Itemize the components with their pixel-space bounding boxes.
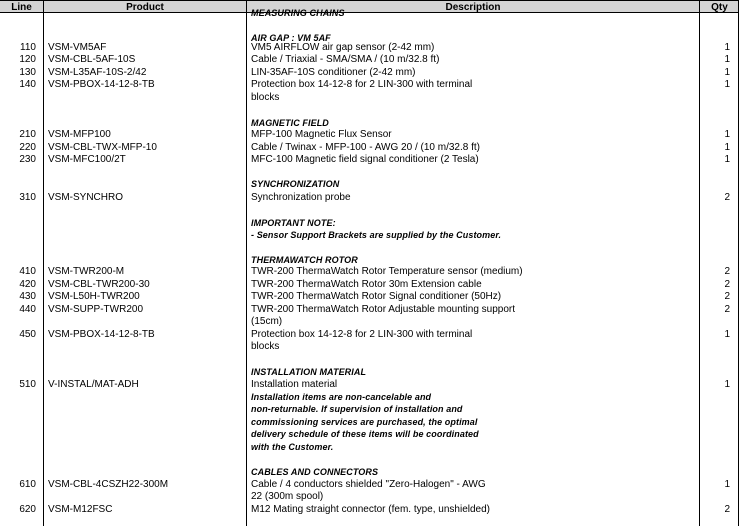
product-code: VSM-CBL-4CSZH22-300M xyxy=(48,479,169,490)
description-text: Installation items are non-cancelable and xyxy=(251,392,432,402)
quantity: 2 xyxy=(724,304,730,315)
product-code: VSM-VM5AF xyxy=(48,42,107,53)
description-text: THERMAWATCH ROTOR xyxy=(251,255,358,265)
quantity: 1 xyxy=(724,54,730,65)
description-text: Cable / Twinax - MFP-100 - AWG 20 / (10 m/32.8 ft) xyxy=(251,142,480,153)
line-number: 450 xyxy=(19,329,36,340)
quantity: 2 xyxy=(724,279,730,290)
grid-line xyxy=(699,0,700,526)
product-code: VSM-L35AF-10S-2/42 xyxy=(48,67,147,78)
line-number: 110 xyxy=(20,42,36,53)
quantity: 2 xyxy=(724,192,730,203)
quantity: 2 xyxy=(724,504,730,515)
description-text: - Sensor Support Brackets are supplied by the Customer. xyxy=(251,230,502,240)
product-code: VSM-M12FSC xyxy=(48,504,113,515)
line-number: 410 xyxy=(19,266,36,277)
quantity: 2 xyxy=(724,266,730,277)
header-description: Description xyxy=(247,0,699,13)
product-code: VSM-MFP100 xyxy=(48,129,111,140)
line-number: 220 xyxy=(19,142,36,153)
line-number: 230 xyxy=(19,154,36,165)
description-text: TWR-200 ThermaWatch Rotor Adjustable mounting support xyxy=(251,304,516,315)
line-number: 120 xyxy=(19,54,36,65)
description-text: TWR-200 ThermaWatch Rotor 30m Extension cable xyxy=(251,279,482,290)
description-text: SYNCHRONIZATION xyxy=(251,179,340,189)
product-code: VSM-CBL-TWX-MFP-10 xyxy=(48,142,157,153)
line-number: 140 xyxy=(19,79,36,90)
description-text: MFP-100 Magnetic Flux Sensor xyxy=(251,129,392,140)
description-text: Protection box 14-12-8 for 2 LIN-300 with terminal xyxy=(251,79,473,90)
description-text: INSTALLATION MATERIAL xyxy=(251,367,367,377)
description-text: TWR-200 ThermaWatch Rotor Temperature sensor (medium) xyxy=(251,266,523,277)
description-text: MEASURING CHAINS xyxy=(251,8,345,18)
product-code: VSM-SUPP-TWR200 xyxy=(48,304,144,315)
description-text: Installation material xyxy=(251,379,338,390)
quantity: 1 xyxy=(724,42,730,53)
line-number: 420 xyxy=(19,279,36,290)
line-number: 440 xyxy=(19,304,36,315)
description-text: AIR GAP : VM 5AF xyxy=(251,33,331,43)
line-number: 430 xyxy=(19,291,36,302)
product-code: VSM-CBL-5AF-10S xyxy=(48,54,136,65)
description-text: blocks xyxy=(251,341,280,352)
product-code: VSM-TWR200-M xyxy=(48,266,125,277)
product-code: VSM-PBOX-14-12-8-TB xyxy=(48,79,155,90)
description-text: LIN-35AF-10S conditioner (2-42 mm) xyxy=(251,67,416,78)
line-number: 130 xyxy=(19,67,36,78)
product-code: VSM-SYNCHRO xyxy=(48,192,124,203)
description-text: (15cm) xyxy=(251,316,283,327)
product-code: VSM-PBOX-14-12-8-TB xyxy=(48,329,155,340)
header-qty: Qty xyxy=(700,0,739,13)
description-text: with the Customer. xyxy=(251,442,334,452)
header-product: Product xyxy=(44,0,246,13)
line-number: 620 xyxy=(19,504,36,515)
description-text: Cable / Triaxial - SMA/SMA / (10 m/32.8 ft) xyxy=(251,54,440,65)
description-text: MAGNETIC FIELD xyxy=(251,118,329,128)
grid-line xyxy=(43,0,44,526)
grid-line xyxy=(246,0,247,526)
description-text: TWR-200 ThermaWatch Rotor Signal conditioner (50Hz) xyxy=(251,291,502,302)
description-text: M12 Mating straight connector (fem. type, unshielded) xyxy=(251,504,491,515)
header-line: Line xyxy=(0,0,43,13)
product-code: VSM-MFC100/2T xyxy=(48,154,126,165)
description-text: delivery schedule of these items will be coordinated xyxy=(251,429,479,439)
quantity: 1 xyxy=(724,142,730,153)
quantity: 1 xyxy=(724,154,730,165)
line-number: 610 xyxy=(19,479,36,490)
quantity: 1 xyxy=(724,67,730,78)
description-text: blocks xyxy=(251,92,280,103)
description-text: Cable / 4 conductors shielded "Zero-Halogen" - AWG xyxy=(251,479,486,490)
line-number: 310 xyxy=(19,192,36,203)
description-text: Protection box 14-12-8 for 2 LIN-300 with terminal xyxy=(251,329,473,340)
quantity: 1 xyxy=(724,129,730,140)
description-text: commissioning services are purchased, the optimal xyxy=(251,417,478,427)
description-text: CABLES AND CONNECTORS xyxy=(251,467,379,477)
quantity: 1 xyxy=(724,79,730,90)
description-text: IMPORTANT NOTE: xyxy=(251,218,336,228)
product-code: VSM-CBL-TWR200-30 xyxy=(48,279,150,290)
quantity: 2 xyxy=(724,291,730,302)
description-text: 22 (300m spool) xyxy=(251,491,324,502)
product-code: V-INSTAL/MAT-ADH xyxy=(48,379,139,390)
description-text: Synchronization probe xyxy=(251,192,351,203)
description-text: non-returnable. If supervision of installation and xyxy=(251,404,463,414)
description-text: MFC-100 Magnetic field signal conditioner (2 Tesla) xyxy=(251,154,479,165)
quantity: 1 xyxy=(724,479,730,490)
product-code: VSM-L50H-TWR200 xyxy=(48,291,140,302)
quantity: 1 xyxy=(724,379,730,390)
quantity: 1 xyxy=(724,329,730,340)
description-text: VM5 AIRFLOW air gap sensor (2-42 mm) xyxy=(251,42,435,53)
line-number: 210 xyxy=(19,129,36,140)
line-number: 510 xyxy=(19,379,36,390)
